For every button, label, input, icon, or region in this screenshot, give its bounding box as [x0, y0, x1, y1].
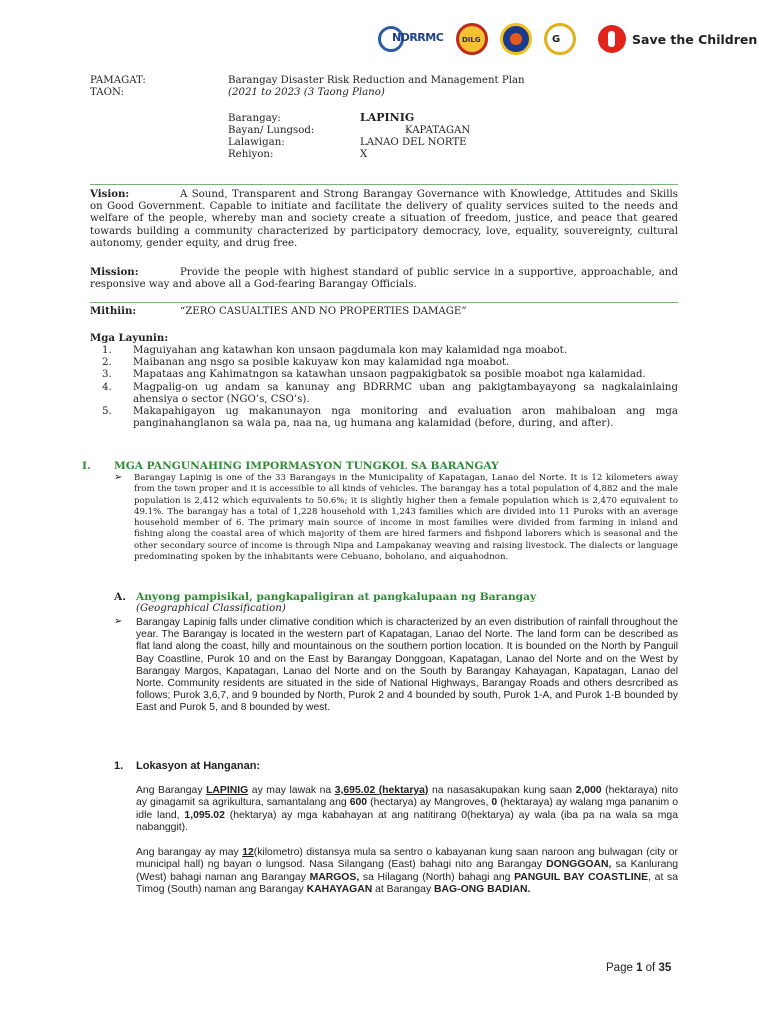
pamagat-label: PAMAGAT:	[90, 75, 146, 86]
mission-block	[90, 266, 678, 291]
lokasyon-title: Lokasyon at Hanganan:	[136, 760, 261, 772]
section-1-roman: I.	[82, 460, 91, 472]
lokasyon-num: 1.	[114, 760, 124, 772]
taon-label: TAON:	[90, 87, 124, 98]
dilg-seal-text: DILG	[462, 36, 481, 44]
list-item: 4. Magpalig-on ug andam sa kanunay ang BDRRMC uban ang pakigtambayayong sa nagkalainlaing ahensiya o sector (NGO’s, CSO’s).	[102, 381, 678, 405]
divider-mid	[90, 302, 678, 303]
lokasyon-paragraph-2: Ang barangay ay may 12(kilometro) distansya mula sa sentro o kabayanan kung saan naroon ang bulwagan (city or municipal hall) ng bayan o lungsod. Nasa Silangang (East) bahagi nito ang Barangay DONGGOAN, sa Kanlurang (West) bahagi naman ang Barangay MARGOS, sa Hilagang (North) bahagi ang PANGUIL BAY COASTLINE, at sa Timog (South) naman ang Barangay KAHAYAGAN at Barangay BAG-ONG BADIAN.	[136, 847, 679, 895]
section-1-title: MGA PANGUNAHING IMPORMASYON TUNGKOL SA BARANGAY	[114, 460, 499, 472]
section-a-title: Anyong pampisikal, pangkapaligiran at pangkalupaan ng Barangay	[136, 591, 537, 603]
vision-label: Vision:	[90, 188, 130, 200]
barangay-name: LAPINIG	[206, 785, 249, 796]
bayan-value: KAPATAGAN	[405, 125, 471, 136]
mission-text: Provide the people with highest standard of public service in a supportive, approachable, and responsive way and above all a God-fearing Barangay Officials.	[90, 267, 678, 291]
section-1-text: Barangay Lapinig is one of the 33 Barangays in the Municipality of Kapatagan, Lanao del Norte. It is 12 kilometers away from the town proper and it is accessible to all kinds of vehicles. The barangay has a total population of 4,882 and the male population is 2,412 which equivalents to 50.6%; it is slightly higher then a female population which is 2,470 equivalent to 49.1%. The barangay has a total of 1,228 household with 1,243 families which are divided into 11 Puroks with an average household member of 6. The primary main source of income in most families were divided from farming in inland and fishing along the coastal area of which majority of them are hired farmers and fishpond laborers which is seasonal and the other secondary source of income is through Nipa and Lampakanay weaving and raising livestock. The dialects or language predominating spoken by the inhabitants were Cebuano, boholano, and aiquahodnon.	[134, 473, 678, 563]
pamagat-value: Barangay Disaster Risk Reduction and Management Plan	[228, 75, 525, 86]
taon-value: (2021 to 2023 (3 Taong Plano)	[228, 87, 385, 98]
total-area: 3,695.02 (hektarya)	[334, 785, 429, 796]
vision-block	[90, 188, 678, 250]
lalawigan-value: LANAO DEL NORTE	[360, 137, 467, 148]
list-item: 1. Maguiyahan ang katawhan kon unsaon pagdumala kon may kalamidad nga moabot.	[102, 345, 567, 356]
divider-top	[90, 184, 678, 185]
bayan-label: Bayan/ Lungsod:	[228, 125, 315, 136]
barangay-value: LAPINIG	[360, 111, 415, 124]
lalawigan-label: Lalawigan:	[228, 137, 285, 148]
mithiin-block	[90, 305, 678, 318]
ndrrmc-logo-text: NDRRMC	[392, 31, 444, 44]
ocd-seal	[500, 23, 532, 55]
layunin-title: Mga Layunin:	[90, 332, 169, 344]
ndrrmc-logo	[378, 22, 448, 56]
list-item: 5. Makapahigayon ug makanunayon nga monitoring and evaluation aron mahibaloan ang mga panginahanglanon sa wala pa, naa na, ug humana ang kalamidad (before, during, and after).	[102, 406, 678, 430]
rehiyon-value: X	[360, 149, 368, 160]
mithiin-label: Mithiin:	[90, 305, 137, 317]
header-logos	[372, 22, 758, 56]
save-the-children-text: Save the Children	[632, 32, 758, 47]
vision-text: A Sound, Transparent and Strong Barangay Governance with Knowledge, Attitudes and Skills on Good Government. Capable to initiate and facilitate the delivery of quality services suited to the needs and welfare of the people, whereby man and society create a situation of freedom, justice, and peace that geared towards building a community characterized by participatory democracy, love, equality, souvereignty, cultural autonomy, gender equity, and drug free.	[90, 189, 678, 249]
dilg-seal	[456, 23, 488, 55]
list-item: 2. Maibanan ang nsgo sa posible kakuyaw kon may kalamidad nga moabot.	[102, 357, 510, 369]
distance-km: 12	[242, 847, 254, 858]
section-a-letter: A.	[114, 591, 126, 603]
section-a-subtitle: (Geographical Classification)	[136, 603, 286, 614]
rehiyon-label: Rehiyon:	[228, 149, 274, 160]
mithiin-text: “ZERO CASUALTIES AND NO PROPERTIES DAMAGE”	[180, 306, 467, 317]
barangay-label: Barangay:	[228, 113, 281, 124]
page-number: Page 1 of 35	[606, 962, 672, 974]
list-item: 3. Mapataas ang Kahimatngon sa katawhan unsaon pagpakigbatok sa posible moabot nga kalamidad.	[102, 369, 646, 381]
lokasyon-paragraph-1: Ang Barangay LAPINIG ay may lawak na 3,695.02 (hektarya) na nasasakupakan kung saan 2,000 (hektaraya) nito ay ginagamit sa agrikultura, samantalang ang 600 (hectarya) ay Mangroves, 0 (hektaraya) ay walang mga pananim o idle land, 1,095.02 (hektarya) ay mga kabahayan at ang natitirang 0(hektarya) ay wala (iba pa na wala sa mga nabanggit).	[136, 785, 678, 833]
gcc-seal: G	[544, 23, 576, 55]
layunin-list	[102, 345, 678, 430]
mission-label: Mission:	[90, 266, 139, 278]
section-a-bullet-icon: ➢	[114, 616, 123, 627]
section-a-text: Barangay Lapinig falls under climative condition which is characterized by an even distribution of rainfall throughout the year. The Barangay is located in the western part of Kapatagan, Lanao del Norte. The land form can be described as flat land along the coast, hilly and mountainous on the southern portion location. It is bounded on the North by Panguil Bay Coastline, Purok 10 and on the East by Barangay Donggoan, Kapatagan, Lanao del Norte and on the West by Barangay Margos, Kapatagan, Lanao del Norte and on the South by Barangay Kahayagan, Kapatagan, Lanao del Norte. Community residents are situated in the side of National Highways, Barangay Roads and others desrcribed as follows; Purok 3,6,7, and 9 bounded by North, Purok 2 and 4 bounded by south, Purok 1-A, and Purok 1-B bounded by East and Purok 5, and 8 bounded by west.	[136, 617, 678, 714]
section-1-bullet-icon: ➢	[114, 472, 123, 483]
